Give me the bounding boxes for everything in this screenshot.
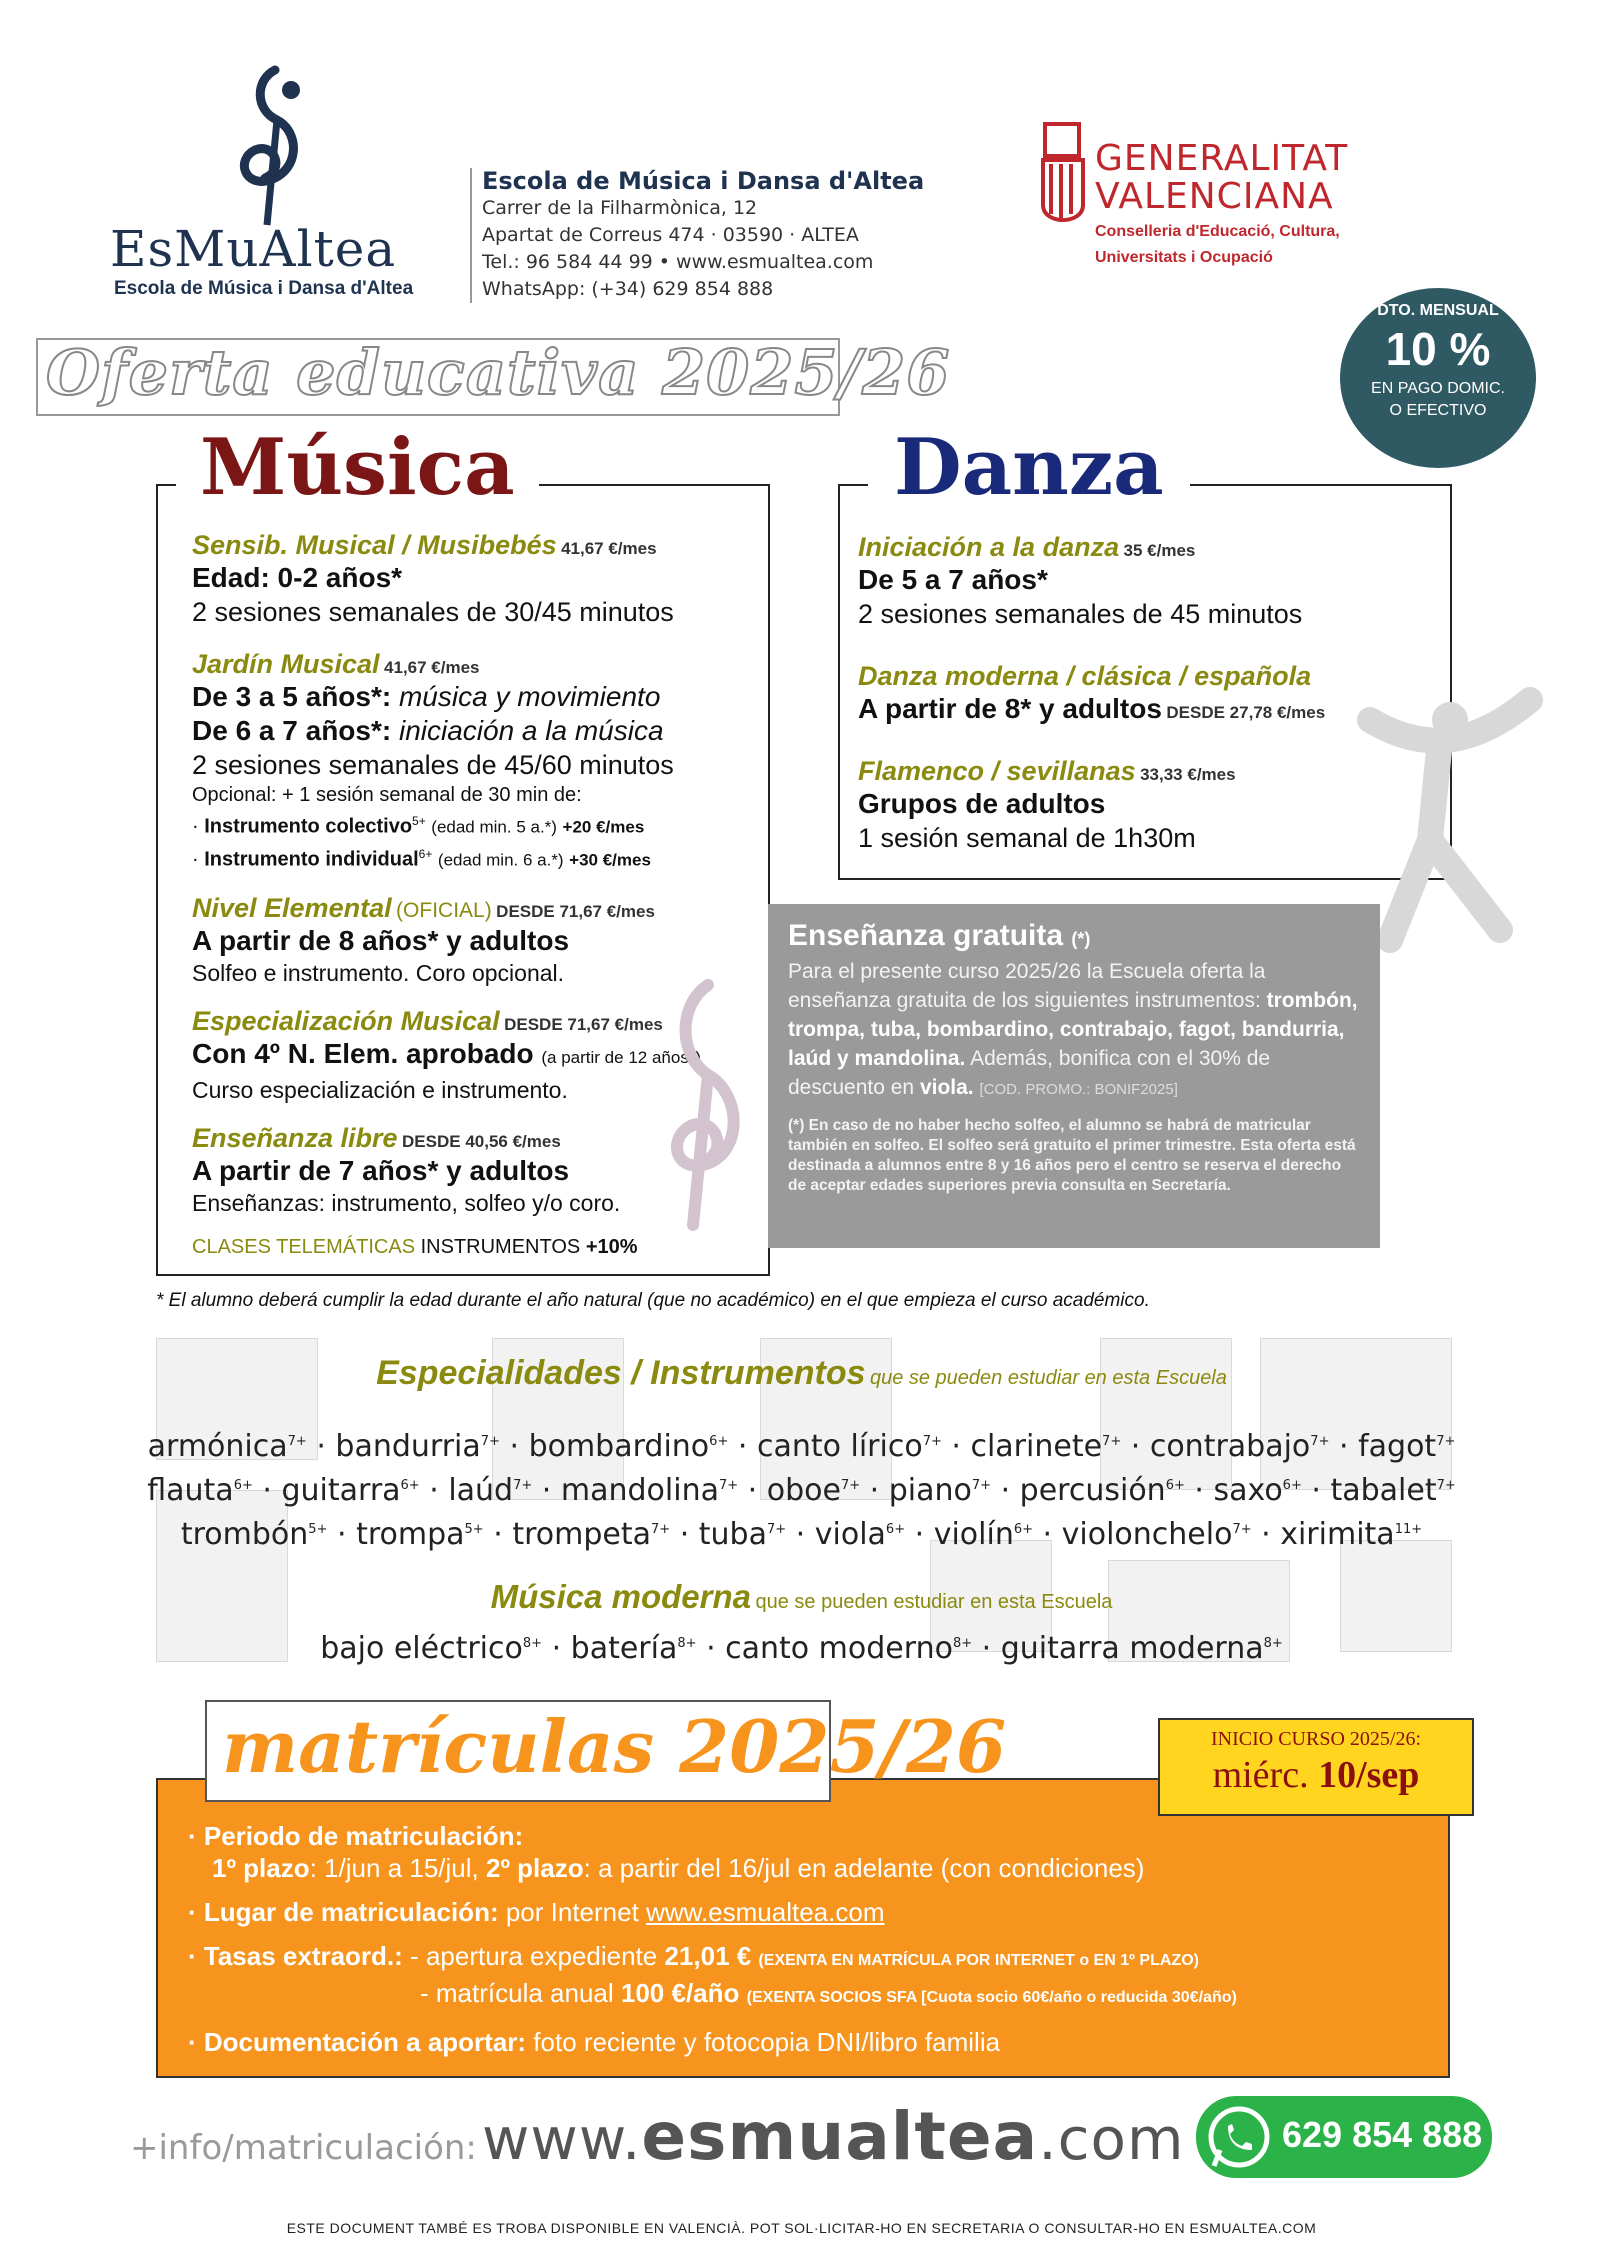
- enrollment-box: [156, 1778, 1450, 2078]
- instrument-name: guitarra: [281, 1473, 401, 1508]
- item-desc: iniciación a la música: [398, 715, 664, 746]
- instrument-name: violín: [933, 1517, 1014, 1552]
- flamenco-item: [858, 756, 1438, 855]
- tasa1-label: - apertura expediente: [410, 1941, 658, 1971]
- especialidades-heading: [0, 1354, 1603, 1393]
- gva-conselleria-1: Conselleria d'Educació, Cultura,: [1095, 223, 1340, 240]
- free-discount-instrument: viola.: [919, 1076, 974, 1099]
- discount-badge: [1340, 288, 1536, 468]
- tele-instruments: INSTRUMENTOS: [420, 1236, 581, 1259]
- item-optional: Opcional: + 1 sesión semanal de 30 min de:: [192, 784, 582, 806]
- musica-title: Música: [176, 428, 539, 508]
- telematicas-line: [192, 1236, 762, 1259]
- promo-code: [COD. PROMO.: BONIF2025]: [979, 1081, 1178, 1098]
- instrument-min-age: 6+: [1282, 1478, 1302, 1493]
- separator: ·: [1033, 1517, 1062, 1552]
- separator: ·: [1251, 1517, 1281, 1552]
- plazos-line: [188, 1852, 1448, 1884]
- instrument-row-2: [0, 1464, 1603, 1513]
- item-title: Nivel Elemental: [192, 893, 392, 924]
- instrument-name: trombón: [180, 1517, 309, 1552]
- course-start-box: [1158, 1718, 1474, 1816]
- item-title: Danza moderna / clásica / española: [858, 661, 1312, 691]
- instrument-name: fagot: [1358, 1429, 1437, 1464]
- school-name: Escola de Música i Dansa d'Altea: [482, 167, 925, 195]
- separator: ·: [252, 1473, 282, 1508]
- instrument-min-age: 7+: [513, 1478, 533, 1493]
- instrument-name: guitarra moderna: [1000, 1631, 1264, 1666]
- instrument-name: contrabajo: [1149, 1429, 1311, 1464]
- plazo1-label: 1º plazo: [212, 1853, 310, 1883]
- instrument-min-age: 5+: [464, 1522, 484, 1537]
- separator: ·: [1301, 1473, 1331, 1508]
- free-note: (*) En caso de no haber hecho solfeo, el alumno se habrá de matricular también en solfeo. El solfeo será gratuito el primer trimestre. Esta oferta está destinada a alumnos entre 8 y 16 años pero el centro se reserva el derecho de aceptar edades superiores previa consulta en Secretaría.: [788, 1117, 1356, 1194]
- tasa2-label: - matrícula anual: [420, 1978, 614, 2008]
- instrument-min-age: 7+: [922, 1434, 942, 1449]
- option-age: 6+: [418, 846, 433, 861]
- instrument-min-age: 7+: [1232, 1522, 1252, 1537]
- course-start-value: 10/sep: [1318, 1754, 1420, 1796]
- item-age-note: (a partir de 12 años*): [541, 1048, 702, 1068]
- item-age: De 5 a 7 años*: [858, 564, 1048, 595]
- instrument-min-age: 7+: [718, 1478, 739, 1493]
- enrollment-link[interactable]: www.esmualtea.com: [646, 1897, 885, 1927]
- item-sessions: 2 sesiones semanales de 45/60 minutos: [192, 750, 674, 780]
- free-education-box: [768, 904, 1380, 1248]
- tele-label: CLASES TELEMÁTICAS: [192, 1236, 416, 1259]
- item-age: A partir de 7 años* y adultos: [192, 1155, 570, 1187]
- logo-subtitle: Escola de Música i Dansa d'Altea: [114, 278, 414, 299]
- instrument-name: bandurria: [335, 1429, 481, 1464]
- option-individual: · Instrumento individual$^{6+}$ (edad min. 6 a.*) +30 €/mes: [192, 846, 651, 871]
- badge-label: DTO. MENSUAL: [1377, 302, 1499, 319]
- instrument-name: xirimita: [1280, 1517, 1395, 1552]
- item-title: Flamenco / sevillanas: [858, 756, 1136, 786]
- instrument-name: canto lírico: [756, 1429, 923, 1464]
- separator: ·: [1329, 1429, 1359, 1464]
- free-intro: Para el presente curso 2025/26 la Escuela oferta la enseñanza gratuita de los siguientes instrumentos:: [788, 960, 1266, 1012]
- tasas-line-1: [188, 1940, 1448, 1977]
- instrument-name: percusión: [1019, 1473, 1166, 1508]
- badge-value: 10 %: [1385, 323, 1491, 375]
- instrument-min-age: 11+: [1394, 1522, 1423, 1537]
- web-domain: esmualtea: [641, 2098, 1039, 2175]
- moderna-subtitle: que se pueden estudiar en esta Escuela: [755, 1591, 1113, 1613]
- separator: ·: [670, 1517, 699, 1552]
- course-start-date: [1160, 1751, 1472, 1799]
- separator: ·: [905, 1517, 934, 1552]
- instrument-name: laúd: [448, 1473, 514, 1508]
- moderna-heading: [0, 1578, 1603, 1616]
- separator: ·: [499, 1429, 529, 1464]
- item-sessions: 2 sesiones semanales de 30/45 minutos: [192, 597, 674, 627]
- item-price: DESDE 71,67 €/mes: [496, 902, 655, 922]
- item-title: Jardín Musical: [192, 649, 380, 679]
- option-name: Instrumento colectivo: [204, 815, 413, 838]
- instrument-min-age: 5+: [308, 1522, 328, 1537]
- school-whatsapp: WhatsApp: (+34) 629 854 888: [482, 278, 774, 300]
- gva-conselleria-2: Universitats i Ocupació: [1095, 249, 1273, 266]
- instrument-min-age: 8+: [952, 1636, 973, 1651]
- free-instruments: trombón, trompa, tuba, bombardino, contrabajo, fagot, bandurria, laúd y mandolina.: [788, 989, 1358, 1070]
- lugar-line: [188, 1896, 1448, 1928]
- item-age: Edad: 0-2 años*: [192, 562, 403, 593]
- instrument-min-age: 6+: [885, 1522, 906, 1537]
- moderna-row: [0, 1622, 1603, 1671]
- treble-clef-icon: [648, 975, 758, 1235]
- separator: ·: [972, 1631, 1001, 1666]
- item-price: 41,67 €/mes: [561, 539, 657, 558]
- instrument-name: tuba: [698, 1517, 767, 1552]
- option-price: +20 €/mes: [562, 817, 645, 837]
- instrument-name: mandolina: [560, 1473, 719, 1508]
- gva-emblem-icon: [1035, 120, 1091, 240]
- item-age: De 3 a 5 años*:: [192, 681, 392, 712]
- danza-moderna-item: [858, 661, 1438, 726]
- item-desc: Curso especialización e instrumento.: [192, 1077, 568, 1104]
- school-address: Carrer de la Filharmònica, 12: [482, 197, 758, 219]
- item-title: Sensib. Musical / Musibebés: [192, 530, 557, 560]
- offer-title: Oferta educativa 2025/26: [46, 336, 951, 409]
- danza-items: [858, 532, 1438, 855]
- instrument-name: piano: [888, 1473, 972, 1508]
- website-link[interactable]: [481, 2098, 1185, 2175]
- instrument-row-1: [0, 1420, 1603, 1469]
- separator: ·: [306, 1429, 336, 1464]
- item-price: DESDE 71,67 €/mes: [504, 1015, 663, 1035]
- item-title: Iniciación a la danza: [858, 532, 1120, 562]
- instrument-name: bombardino: [528, 1429, 710, 1464]
- instrument-min-age: 7+: [1102, 1434, 1122, 1449]
- instrument-min-age: 7+: [1436, 1478, 1456, 1493]
- tasas-label: · Tasas extraord.:: [188, 1941, 403, 1971]
- instrument-name: batería: [570, 1631, 678, 1666]
- sensib-item: [192, 530, 762, 629]
- item-age: De 6 a 7 años*:: [192, 715, 392, 746]
- info-label: +info/matriculación:: [130, 2128, 477, 2168]
- item-group: Grupos de adultos: [858, 788, 1106, 819]
- plazo2-dates: : a partir del 16/jul en adelante (con condiciones): [583, 1853, 1145, 1883]
- item-price: 33,33 €/mes: [1140, 765, 1236, 784]
- course-start-day: miérc.: [1212, 1754, 1309, 1796]
- instrument-name: viola: [814, 1517, 886, 1552]
- instrument-name: clarinete: [970, 1429, 1103, 1464]
- school-logo: [110, 60, 440, 300]
- doc-text: foto reciente y fotocopia DNI/libro familia: [533, 2027, 1001, 2057]
- doc-label: · Documentación a aportar:: [188, 2027, 527, 2057]
- web-suffix: .com: [1038, 2105, 1185, 2173]
- gva-name-2: VALENCIANA: [1095, 176, 1334, 217]
- moderna-title: Música moderna: [490, 1578, 752, 1615]
- badge-line-2: O EFECTIVO: [1389, 402, 1487, 419]
- item-price: 41,67 €/mes: [384, 658, 480, 677]
- web-prefix: www.: [481, 2105, 642, 2173]
- separator: ·: [941, 1429, 971, 1464]
- age-footnote: * El alumno deberá cumplir la edad durante el año natural (que no académico) en el que empieza el curso académico.: [156, 1290, 1150, 1311]
- option-collective: · Instrumento colectivo$^{5+}$ (edad min. 5 a.*) +20 €/mes: [192, 814, 645, 838]
- instrument-min-age: 7+: [1436, 1434, 1456, 1449]
- tele-surcharge: +10%: [585, 1236, 638, 1259]
- instrument-name: armónica: [147, 1429, 288, 1464]
- instrument-name: trompeta: [512, 1517, 651, 1552]
- instrument-min-age: 7+: [840, 1478, 861, 1493]
- instrument-name: violonchelo: [1061, 1517, 1233, 1552]
- instrument-min-age: 6+: [1013, 1522, 1034, 1537]
- tasa1-note: (EXENTA EN MATRÍCULA POR INTERNET o EN 1º PLAZO): [758, 1952, 1199, 1969]
- separator: ·: [738, 1473, 767, 1508]
- instrument-name: canto moderno: [725, 1631, 953, 1666]
- instrument-min-age: 7+: [971, 1478, 992, 1493]
- instrument-min-age: 6+: [1165, 1478, 1185, 1493]
- badge-line-1: EN PAGO DOMIC.: [1371, 380, 1505, 397]
- gva-logo: [1095, 140, 1348, 268]
- item-sessions: 2 sesiones semanales de 45 minutos: [858, 599, 1303, 629]
- instrument-min-age: 8+: [677, 1636, 697, 1651]
- instrument-min-age: 7+: [766, 1522, 787, 1537]
- plazo2-label: 2º plazo: [486, 1853, 584, 1883]
- especialidades-subtitle: que se pueden estudiar en esta Escuela: [869, 1367, 1227, 1389]
- separator: ·: [696, 1631, 726, 1666]
- whatsapp-icon: [1206, 2104, 1272, 2170]
- whatsapp-badge[interactable]: [1196, 2096, 1492, 2178]
- jardin-item: [192, 649, 762, 873]
- instrument-min-age: 6+: [400, 1478, 420, 1493]
- tasa1-amount: 21,01 €: [664, 1941, 752, 1971]
- lugar-label: · Lugar de matriculación:: [188, 1897, 499, 1927]
- tasa2-note: (EXENTA SOCIOS SFA [Cuota socio 60€/año o reducida 30€/año): [746, 1989, 1237, 2006]
- treble-clef-dancer-icon: [205, 60, 335, 230]
- iniciacion-danza-item: [858, 532, 1438, 631]
- option-name: Instrumento individual: [204, 848, 419, 871]
- item-desc: música y movimiento: [398, 681, 661, 712]
- item-age: A partir de 8 años* y adultos: [192, 925, 570, 957]
- instrument-name: flauta: [147, 1473, 234, 1508]
- instrument-min-age: 6+: [709, 1434, 729, 1449]
- school-contact: [470, 168, 924, 303]
- separator: ·: [532, 1473, 561, 1508]
- separator: ·: [419, 1473, 449, 1508]
- option-min-age: (edad min. 6 a.*): [437, 850, 564, 870]
- item-price: DESDE 27,78 €/mes: [1166, 703, 1326, 722]
- footer-note: ESTE DOCUMENT TAMBÉ ES TROBA DISPONIBLE EN VALENCIÀ. POT SOL·LICITAR-HO EN SECRETARIA O CONSULTAR-HO EN ESMUALTEA.COM: [286, 2220, 1317, 2236]
- instrument-name: trompa: [356, 1517, 465, 1552]
- instrument-name: oboe: [766, 1473, 841, 1508]
- option-age: 5+: [412, 814, 426, 828]
- item-sessions: 1 sesión semanal de 1h30m: [858, 823, 1196, 853]
- item-price: DESDE 40,56 €/mes: [402, 1132, 561, 1152]
- item-price: 35 €/mes: [1123, 541, 1196, 560]
- tasa2-amount: 100 €/año: [620, 1978, 740, 2008]
- separator: ·: [860, 1473, 889, 1508]
- item-tag: (OFICIAL): [396, 899, 492, 923]
- separator: ·: [327, 1517, 357, 1552]
- school-po-box: Apartat de Correus 474 · 03590 · ALTEA: [482, 224, 859, 246]
- course-start-label: INICIO CURSO 2025/26:: [1210, 1728, 1421, 1750]
- instrument-min-age: 6+: [233, 1478, 253, 1493]
- item-desc: Solfeo e instrumento. Coro opcional.: [192, 960, 565, 987]
- separator: ·: [991, 1473, 1020, 1508]
- gva-name-1: GENERALITAT: [1095, 138, 1349, 179]
- instrument-name: tabalet: [1330, 1473, 1437, 1508]
- website-banner: [130, 2098, 1185, 2175]
- instrument-min-age: 7+: [287, 1434, 307, 1449]
- especialidades-title: Especialidades / Instrumentos: [376, 1354, 866, 1392]
- documentacion-line: [188, 2026, 1448, 2058]
- plazo1-dates: : 1/jun a 15/jul,: [309, 1853, 479, 1883]
- school-phone-web: Tel.: 96 584 44 99 • www.esmualtea.com: [482, 251, 874, 273]
- danza-title: Danza: [868, 428, 1190, 508]
- logo-wordmark: EsMuAltea: [110, 220, 397, 278]
- separator: ·: [1121, 1429, 1150, 1464]
- instrument-name: bajo eléctrico: [320, 1631, 523, 1666]
- lugar-text: por Internet: [505, 1897, 639, 1927]
- separator: ·: [728, 1429, 757, 1464]
- instrument-min-age: 7+: [480, 1434, 500, 1449]
- separator: ·: [1184, 1473, 1214, 1508]
- free-discount: Además, bonifica con el 30% de descuento en: [788, 1047, 1271, 1099]
- instrument-name: saxo: [1213, 1473, 1283, 1508]
- item-age: A partir de 8* y adultos: [858, 693, 1162, 724]
- item-title: Enseñanza libre: [192, 1123, 398, 1154]
- instrument-min-age: 7+: [650, 1522, 671, 1537]
- separator: ·: [542, 1631, 571, 1666]
- separator: ·: [483, 1517, 513, 1552]
- whatsapp-number: 629 854 888: [1282, 2114, 1483, 2155]
- periodo-label: · Periodo de matriculación:: [188, 1821, 524, 1851]
- instrument-min-age: 8+: [522, 1636, 543, 1651]
- item-title: Especialización Musical: [192, 1006, 500, 1037]
- free-mark: (*): [1071, 929, 1091, 949]
- item-age: Con 4º N. Elem. aprobado: [192, 1038, 534, 1070]
- enrollment-title: matrículas 2025/26: [222, 1704, 1007, 1789]
- instrument-min-age: 7+: [1310, 1434, 1330, 1449]
- instrument-min-age: 8+: [1263, 1636, 1283, 1651]
- separator: ·: [786, 1517, 815, 1552]
- option-price: +30 €/mes: [569, 850, 651, 870]
- free-title: Enseñanza gratuita: [788, 919, 1064, 952]
- tasas-line-2: [188, 1977, 1448, 2014]
- item-desc: Enseñanzas: instrumento, solfeo y/o coro.: [192, 1190, 621, 1217]
- instrument-row-3: [0, 1508, 1603, 1557]
- option-min-age: (edad min. 5 a.*): [431, 817, 557, 837]
